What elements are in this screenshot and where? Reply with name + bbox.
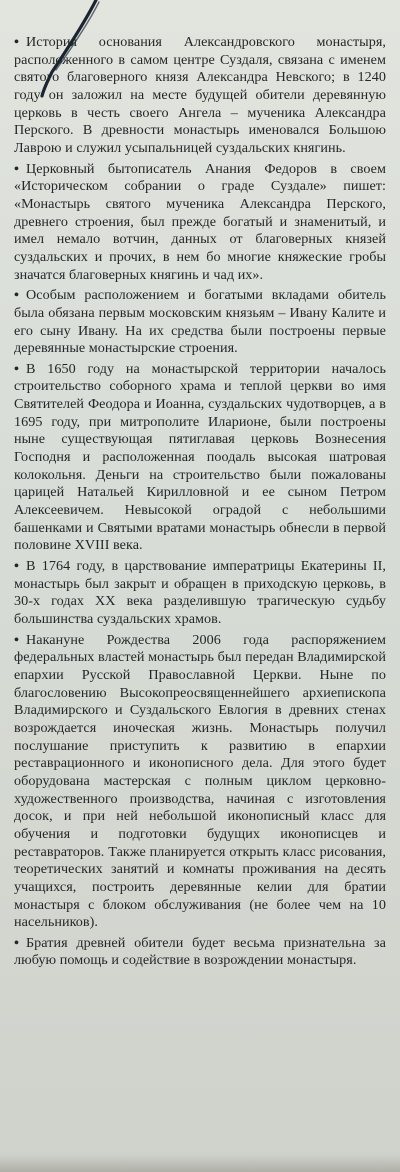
paragraph-stone-construction — [14, 361, 386, 555]
bullet-marker: • — [14, 631, 20, 648]
bullet-marker: • — [14, 558, 20, 575]
paragraph-text: Накануне Рождества 2006 года распоряжением федеральных властей монастырь был передан Владимирской епархии Русской Православной Церкви. Ныне по благословению Высокопреосвященнейшего архиепископа Владимирского и Суздальского Евлогия в древних стенах возрождается иноческая жизнь. Монастырь получил послушание приступить к развитию в епархии реставрационного и иконописного дела. Для этого будет оборудована мастерская с полным циклом церковно-художественного производства, начиная с изготовления досок, и при ней небольшой иконописный класс для обучения и подготовки будущих иконописцев и реставраторов. Также планируется открыть класс рисования, теоретических занятий и комнаты проживания на десять учащихся, построить деревянные келии для братии монастыря с блоком обслуживания (не более чем на 10 насельников). — [14, 631, 386, 931]
paragraph-chronicler-quote — [14, 161, 386, 285]
bullet-marker: • — [14, 160, 20, 177]
paragraph-text: В 1764 году, в царствование императрицы Екатерины II, монастырь был закрыт и обращен в приходскую церковь, в 30-х годах XX века разделившую трагическую судьбу большинства суздальских храмов. — [14, 558, 386, 627]
paragraph-text: История основания Александровского монастыря, расположенного в самом центре Суздаля, связана с именем святого благоверного князя Александра Невского; в 1240 году он заложил на месте будущей обители деревянную церковь в честь своего Ангела – мученика Александра Перского. В древности монастырь именовался Большою Лаврою и служил усыпальницей суздальских княгинь. — [14, 34, 386, 156]
paragraph-text: Церковный бытописатель Анания Федоров в своем «Историческом собрании о граде Суздале» пишет: «Монастырь святого мученика Александра Перского, древнего строения, был прежде богатый и знаменитый, и имел немало вотчин, данных от благоверных князей суздальских и прочих, в нем бо многие княжеские гробы значатся благоверных княгинь и чад их». — [14, 160, 386, 283]
bullet-marker: • — [14, 287, 20, 304]
paragraph-moscow-princes — [14, 287, 386, 358]
bullet-marker: • — [14, 34, 20, 50]
bullet-marker: • — [14, 934, 20, 951]
paper-edge-shadow — [0, 1154, 400, 1172]
paragraph-appeal-for-help — [14, 935, 386, 970]
paragraph-revival — [14, 632, 386, 932]
bullet-marker: • — [14, 360, 20, 377]
paragraph-text: Братия древней обители будет весьма признательна за любую помощь и содействие в возрождении монастыря. — [14, 934, 386, 969]
paragraph-closure — [14, 558, 386, 629]
paragraph-text: Особым расположением и богатыми вкладами обитель была обязана первым московским князьям – Ивану Калите и его сыну Ивану. На их средства были построены первые деревянные монастырские строения. — [14, 287, 386, 357]
paragraph-founding-history — [14, 34, 386, 158]
paragraph-text: В 1650 году на монастырской территории началось строительство соборного храма и теплой церкви во имя Святителей Феодора и Иоанна, суздальских чудотворцев, а в 1695 году, при митрополите Иларионе, были построены ныне существующая пятиглавая церковь Вознесения Господня и расположенная поодаль высокая шатровая колокольня. Деньги на строительство были пожалованы царицей Натальей Кирилловной и ее сыном Петром Алексеевичем. Невысокой оградой с небольшими башенками и Святыми вратами монастырь обнесли в первой половине XVIII века. — [14, 360, 386, 554]
